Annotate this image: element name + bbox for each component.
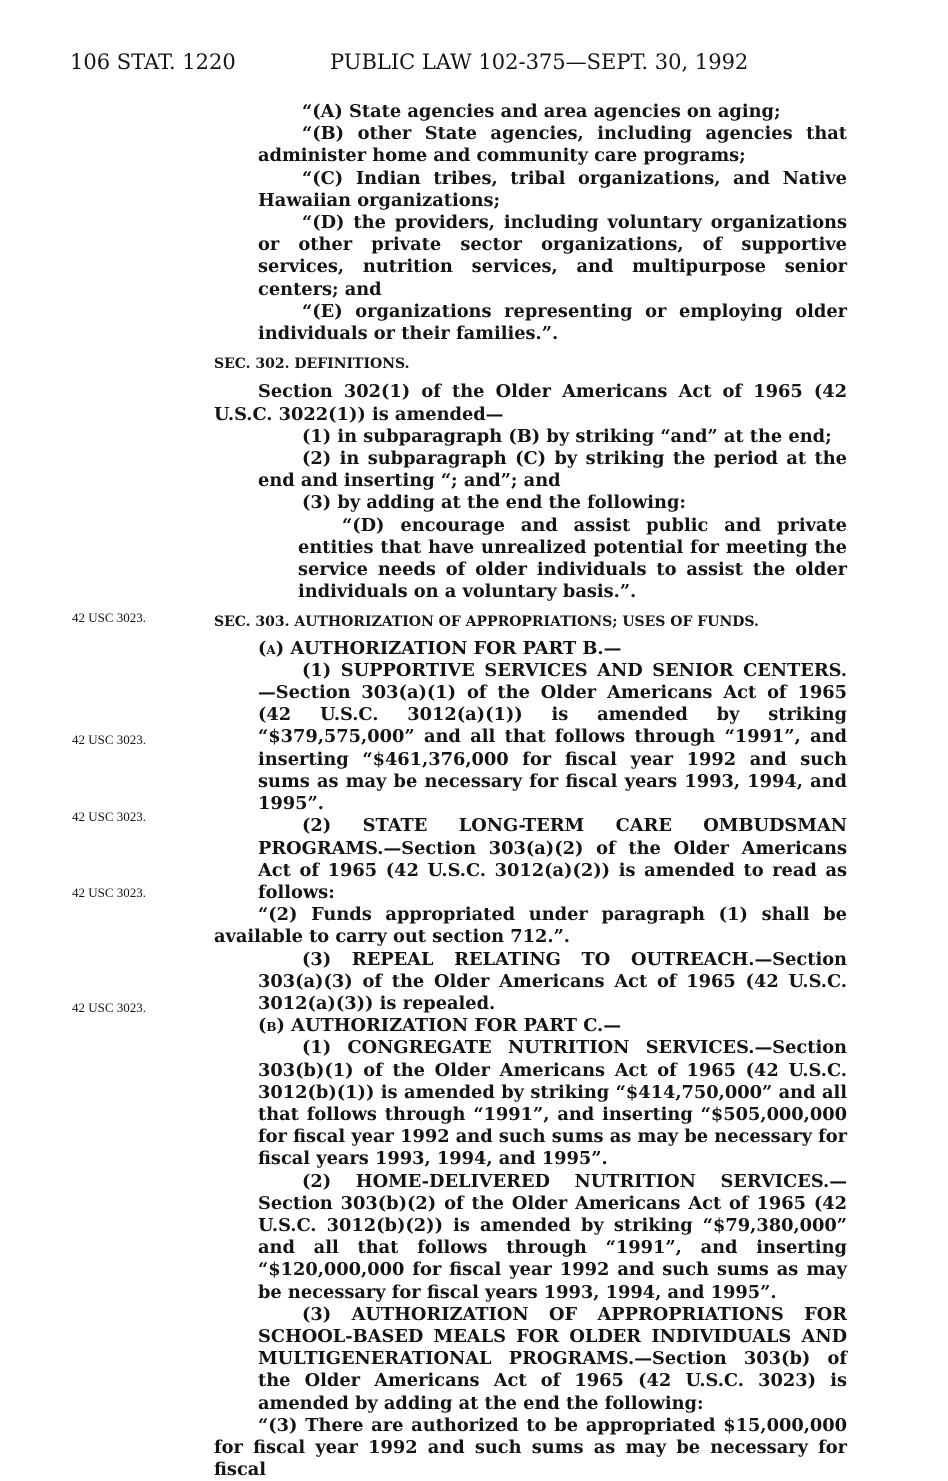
section-heading: SEC. 302. DEFINITIONS. [214, 356, 410, 373]
list-item: “(C) Indian tribes, tribal organizations, and Native Hawaiian organizations; [258, 167, 847, 211]
law-title: PUBLIC LAW 102-375—SEPT. 30, 1992 [330, 50, 749, 74]
paragraph-text: Section 303(b)(1) of the Older Americans Act of 1965 (42 U.S.C. 3012(b)(1)) is amended by striking “$414,750,000” and all that follows through “1991”, and inserting “$505,000,000 for fiscal year 1992 and such sums as may be necessary for fiscal years 1993, 1994, and 1995”. [258, 1037, 847, 1170]
list-item: “(D) the providers, including voluntary organizations or other private sector organizations, of supportive services, nutrition services, and multipurpose senior centers; and [258, 212, 847, 300]
paragraph-text: Section 303(a)(3) of the Older Americans Act of 1965 (42 U.S.C. 3012(a)(3)) is repealed. [258, 948, 847, 1014]
quoted-text: “(D) encourage and assist public and private entities that have unrealized potential for meeting the service needs of older individuals to assist the older individuals on a voluntary basis.”. [298, 514, 847, 603]
paragraph-title: (1) CONGREGATE NUTRITION SERVICES.— [302, 1037, 773, 1059]
paragraph [214, 949, 847, 1016]
list-item: (3) by adding at the end the following: [302, 492, 686, 514]
paragraph-title: (3) REPEAL RELATING TO OUTREACH.— [302, 948, 773, 970]
list-item: (1) in subparagraph (B) by striking “and” at the end; [302, 425, 832, 447]
margin-note: 42 USC 3023. [72, 610, 147, 625]
margin-note: 42 USC 3023. [72, 1000, 147, 1015]
paragraph-title: (1) SUPPORTIVE SERVICES AND SENIOR CENTERS.— [258, 659, 847, 704]
paragraph-title: (3) AUTHORIZATION OF APPROPRIATIONS FOR SCHOOL-BASED MEALS FOR OLDER INDIVIDUALS AND MULTIGENERATIONAL PROGRAMS.— [258, 1303, 847, 1370]
list-item: “(E) organizations representing or employing older individuals or their families.”. [258, 300, 847, 345]
page-header [70, 50, 888, 82]
paragraph [214, 1171, 847, 1304]
subsection-heading: (b) AUTHORIZATION FOR PART C.— [258, 1015, 622, 1037]
list-item: (2) in subparagraph (C) by striking the period at the end and inserting “; and”; and [258, 448, 847, 492]
list-item: “(A) State agencies and area agencies on aging; [302, 101, 781, 122]
paragraph-title: (2) STATE LONG-TERM CARE OMBUDSMAN PROGRAMS.— [258, 815, 847, 859]
paragraph [214, 815, 847, 904]
paragraph-title: (2) HOME-DELIVERED NUTRITION SERVICES.— [302, 1170, 847, 1192]
paragraph-text: Section 303(a)(1) of the Older Americans Act of 1965 (42 U.S.C. 3012(a)(1)) is amended by striking “$379,575,000” and all that follows through “1991”, and inserting “$461,376,000 for fiscal year 1992 and such sums as may be necessary for fiscal years 1993, 1994, and 1995”. [258, 682, 847, 815]
paragraph-text: Section 303(b) of the Older Americans Act of 1965 (42 U.S.C. 3023) is amended by adding at the end the following: [258, 1348, 847, 1414]
paragraph [214, 1304, 847, 1415]
paragraph-text: Section 303(b)(2) of the Older Americans Act of 1965 (42 U.S.C. 3012(b)(2)) is amended by striking “$79,380,000” and all that follows through “1991”, and inserting “$120,000,000 for fiscal year 1992 and such sums as may be necessary for fiscal years 1993, 1994, and 1995”. [258, 1192, 847, 1303]
subsection-heading: (a) AUTHORIZATION FOR PART B.— [258, 637, 622, 659]
paragraph [214, 660, 847, 815]
section-intro: Section 302(1) of the Older Americans Act of 1965 (42 U.S.C. 3022(1)) is amended— [214, 381, 847, 425]
paragraph-text: Section 303(a)(2) of the Older Americans Act of 1965 (42 U.S.C. 3012(a)(2)) is amended to read as follows: [258, 837, 847, 903]
paragraph [214, 1037, 847, 1170]
margin-note: 42 USC 3023. [72, 732, 147, 747]
body-text [214, 101, 847, 1481]
margin-note: 42 USC 3023. [72, 809, 147, 824]
quoted-text: “(3) There are authorized to be appropriated $15,000,000 for fiscal year 1992 and such sums as may be necessary for fiscal [214, 1414, 847, 1481]
section-heading: SEC. 303. AUTHORIZATION OF APPROPRIATIONS; USES OF FUNDS. [214, 614, 759, 631]
page-number: 106 STAT. 1220 [70, 50, 236, 74]
margin-note: 42 USC 3023. [72, 885, 147, 900]
quoted-text: “(2) Funds appropriated under paragraph (1) shall be available to carry out section 712.”. [214, 904, 847, 948]
list-item: “(B) other State agencies, including agencies that administer home and community care programs; [258, 123, 847, 167]
